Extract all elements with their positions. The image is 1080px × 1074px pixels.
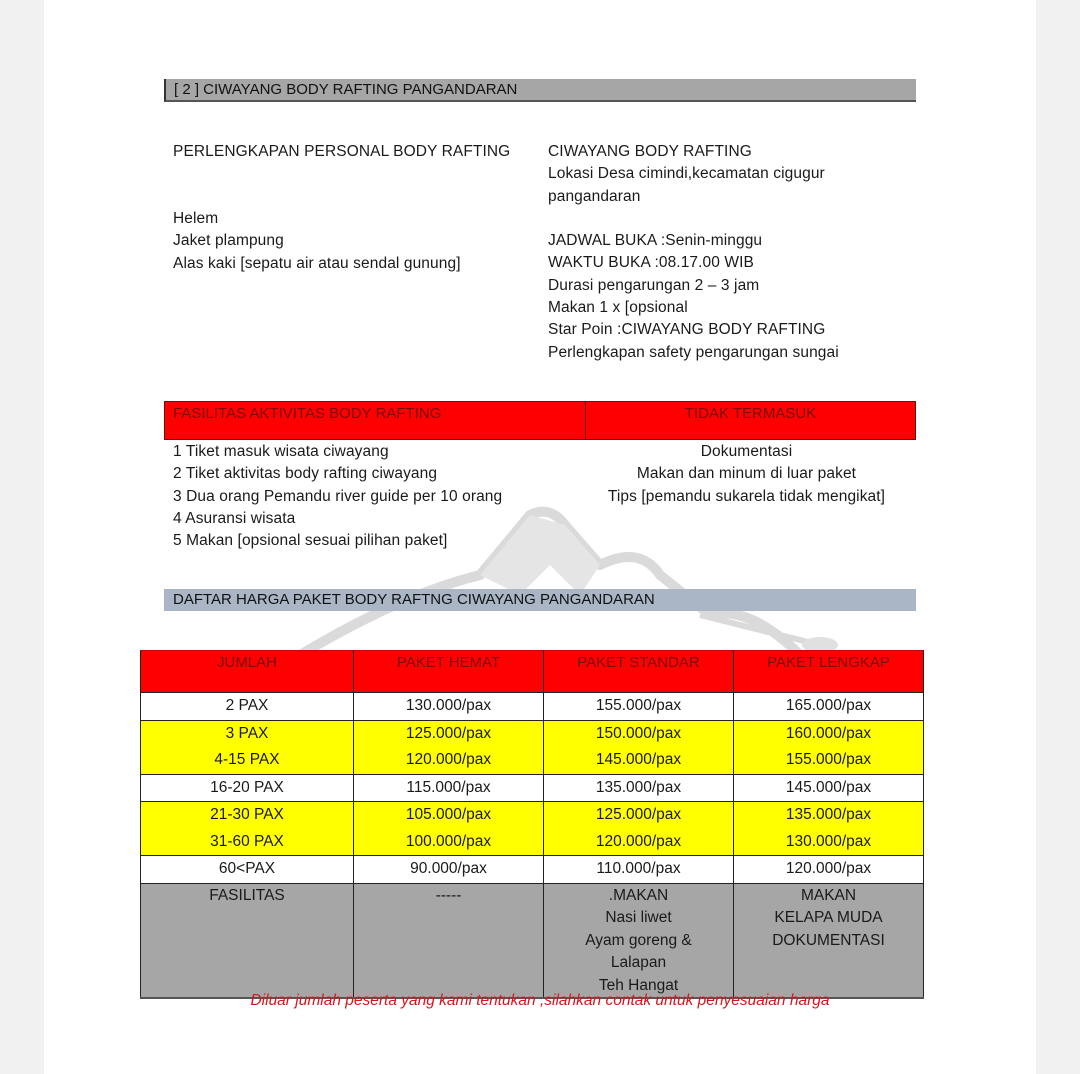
equipment-item: Jaket plampung (173, 232, 284, 250)
opening-hours: WAKTU BUKA :08.17.00 WIB (548, 254, 754, 272)
facility-item: MAKAN (800, 886, 857, 904)
duration: Durasi pengarungan 2 – 3 jam (548, 276, 760, 294)
price-standar: 150.000/pax (544, 720, 734, 747)
price-lengkap: 135.000/pax (734, 802, 924, 829)
qty-cell: 60<PAX (141, 856, 354, 884)
qty-cell: 21-30 PAX (141, 802, 354, 829)
facility-item: Ayam goreng & (585, 931, 692, 949)
facilities-hemat: ----- (354, 883, 544, 998)
table-row (141, 802, 924, 829)
price-hemat: 100.000/pax (354, 829, 544, 856)
price-lengkap: 165.000/pax (734, 693, 924, 721)
price-lengkap: 145.000/pax (734, 774, 924, 802)
included-list (173, 441, 502, 552)
venue-location-cont: pangandaran (548, 187, 641, 205)
price-standar: 135.000/pax (544, 774, 734, 802)
safety-equipment: Perlengkapan safety pengarungan sungai (548, 343, 839, 361)
pricing-note: Diluar jumlah peserta yang kami tentukan ,silahkan contak untuk penyesuaian harga (250, 992, 830, 1009)
price-hemat: 90.000/pax (354, 856, 544, 884)
price-hemat: 125.000/pax (354, 720, 544, 747)
venue-location: Lokasi Desa cimindi,kecamatan cigugur (548, 165, 825, 183)
price-lengkap: 155.000/pax (734, 747, 924, 774)
column-header-quantity: JUMLAH (141, 651, 354, 693)
price-hemat: 105.000/pax (354, 802, 544, 829)
facility-item: .MAKAN (608, 886, 669, 904)
qty-cell: 31-60 PAX (141, 829, 354, 856)
price-lengkap: 120.000/pax (734, 856, 924, 884)
included-item: 4 Asuransi wisata (173, 509, 296, 527)
schedule-days: JADWAL BUKA :Senin-minggu (548, 232, 763, 250)
facilities-label: FASILITAS (141, 883, 354, 998)
price-standar: 110.000/pax (544, 856, 734, 884)
price-lengkap: 160.000/pax (734, 720, 924, 747)
price-hemat: 130.000/pax (354, 693, 544, 721)
price-standar: 120.000/pax (544, 829, 734, 856)
price-table (140, 650, 924, 999)
table-row (141, 774, 924, 802)
price-hemat: 120.000/pax (354, 747, 544, 774)
qty-cell: 16-20 PAX (141, 774, 354, 802)
price-list-header: DAFTAR HARGA PAKET BODY RAFTNG CIWAYANG PANGANDARAN (164, 589, 916, 611)
included-item: 5 Makan [opsional sesuai pilihan paket] (173, 532, 448, 550)
equipment-item: Alas kaki [sepatu air atau sendal gunung] (173, 254, 461, 272)
facilities-header (164, 401, 916, 440)
excluded-item: Dokumentasi (700, 443, 793, 460)
facilities-excluded-heading: TIDAK TERMASUK (684, 405, 817, 422)
facility-item: DOKUMENTASI (772, 931, 885, 949)
personal-equipment-heading: PERLENGKAPAN PERSONAL BODY RAFTING (173, 143, 511, 160)
price-standar: 125.000/pax (544, 802, 734, 829)
equipment-list (173, 208, 461, 275)
included-item: 2 Tiket aktivitas body rafting ciwayang (173, 465, 438, 483)
table-row (141, 856, 924, 884)
meal-info: Makan 1 x [opsional (548, 299, 688, 317)
excluded-list (577, 441, 916, 508)
qty-cell: 3 PAX (141, 720, 354, 747)
excluded-item: Tips [pemandu sukarela tidak mengikat] (607, 487, 886, 505)
section-title-bar: [ 2 ] CIWAYANG BODY RAFTING PANGANDARAN (164, 79, 916, 102)
venue-info (548, 141, 839, 364)
excluded-item: Makan dan minum di luar paket (636, 465, 857, 483)
facilities-standar (544, 883, 734, 998)
column-header-lengkap: PAKET LENGKAP (734, 651, 924, 693)
facility-item: Nasi liwet (605, 909, 672, 926)
qty-cell: 4-15 PAX (141, 747, 354, 774)
table-row (141, 693, 924, 721)
price-lengkap: 130.000/pax (734, 829, 924, 856)
column-header-hemat: PAKET HEMAT (354, 651, 544, 693)
facility-item: Lalapan (610, 954, 667, 971)
start-point: Star Poin :CIWAYANG BODY RAFTING (548, 321, 826, 339)
price-hemat: 115.000/pax (354, 774, 544, 802)
included-item: 1 Tiket masuk wisata ciwayang (173, 443, 389, 460)
price-table-header-row (141, 651, 924, 693)
column-header-standar: PAKET STANDAR (544, 651, 734, 693)
venue-name: CIWAYANG BODY RAFTING (548, 143, 752, 160)
price-standar: 155.000/pax (544, 693, 734, 721)
table-row (141, 720, 924, 747)
facility-item: Teh Hangat (598, 976, 679, 994)
qty-cell: 2 PAX (141, 693, 354, 721)
equipment-item: Helem (173, 210, 219, 227)
table-row (141, 747, 924, 774)
included-item: 3 Dua orang Pemandu river guide per 10 orang (173, 487, 503, 505)
table-row (141, 829, 924, 856)
facilities-included-heading: FASILITAS AKTIVITAS BODY RAFTING (165, 402, 586, 439)
price-standar: 145.000/pax (544, 747, 734, 774)
facility-item: KELAPA MUDA (774, 909, 883, 926)
facilities-row (141, 883, 924, 998)
facilities-lengkap (734, 883, 924, 998)
